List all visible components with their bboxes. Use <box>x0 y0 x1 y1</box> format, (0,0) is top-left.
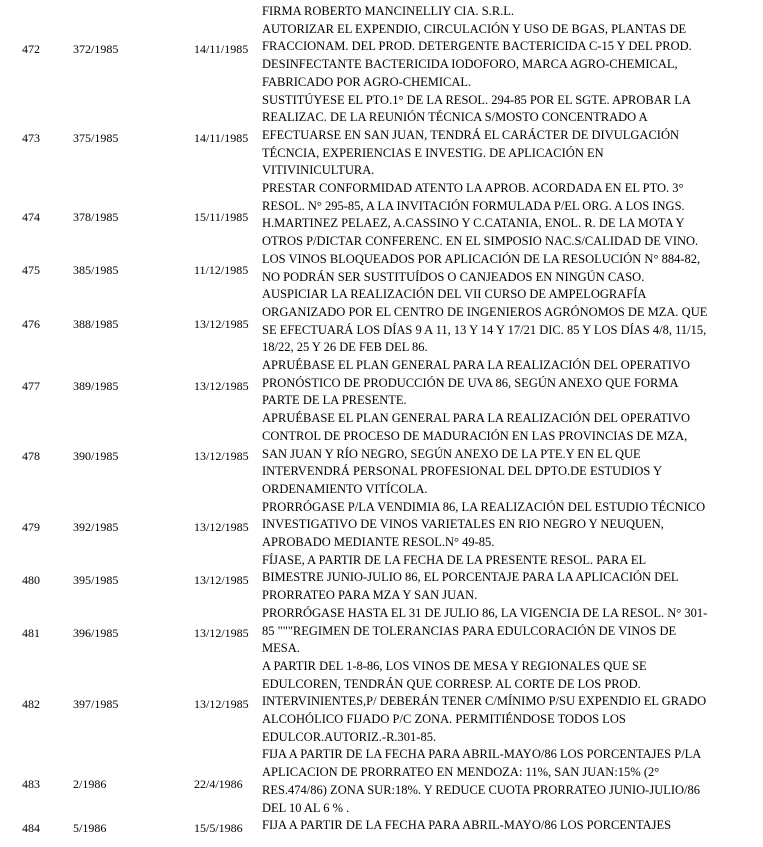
description-line: FIJA A PARTIR DE LA FECHA PARA ABRIL-MAYO/86 LOS PORCENTAJES P/LA <box>262 747 702 762</box>
description-line: PRORRATEO PARA MZA Y SAN JUAN. <box>262 588 478 603</box>
resolution-number: 390/1985 <box>73 449 119 464</box>
description-line: PRORRÓGASE P/LA VENDIMIA 86, LA REALIZACIÓN DEL ESTUDIO TÉCNICO <box>262 499 706 514</box>
description-line: SUSTITÚYESE EL PTO.1° DE LA RESOL. 294-85 POR EL SGTE. APROBAR LA <box>262 92 691 107</box>
resolution-number: 396/1985 <box>73 626 119 641</box>
resolution-date: 14/11/1985 <box>194 130 249 145</box>
table-row <box>0 286 763 357</box>
row-number: 484 <box>22 821 40 836</box>
resolution-description <box>262 286 762 357</box>
table-row <box>0 251 763 286</box>
row-number: 476 <box>22 316 40 331</box>
resolution-date: 13/12/1985 <box>194 378 249 393</box>
row-number: 477 <box>22 378 40 393</box>
description-line: DESINFECTANTE BACTERICIDA IODOFORO, MARCA AGRO-CHEMICAL, <box>262 57 678 72</box>
description-line: SAN JUAN Y RÍO NEGRO, SEGÚN ANEXO DE LA PTE.Y EN EL QUE <box>262 446 641 461</box>
description-line: EDULCOR.AUTORIZ.-R.301-85. <box>262 729 437 744</box>
resolution-date: 13/12/1985 <box>194 697 249 712</box>
table-row <box>0 499 763 552</box>
resolution-description <box>262 3 762 92</box>
description-line: SE EFECTUARÁ LOS DÍAS 9 A 11, 13 Y 14 Y 17/21 DIC. 85 Y LOS DÍAS 4/8, 11/15, <box>262 322 707 337</box>
resolution-description <box>262 817 762 835</box>
table-row <box>0 357 763 410</box>
row-number: 482 <box>22 697 40 712</box>
table-row <box>0 658 763 747</box>
resolution-number: 385/1985 <box>73 263 119 278</box>
table-row <box>0 3 763 92</box>
description-line: RESOL. N° 295-85, A LA INVITACIÓN FORMULADA P/EL ORG. A LOS INGS. <box>262 198 685 213</box>
description-line: PARTE DE LA PRESENTE. <box>262 393 407 408</box>
resolution-date: 15/5/1986 <box>194 821 243 836</box>
description-line: ALCOHÓLICO FIJADO P/C ZONA. PERMITIÉNDOSE TODOS LOS <box>262 712 626 726</box>
description-line: APRUÉBASE EL PLAN GENERAL PARA LA REALIZACIÓN DEL OPERATIVO <box>262 411 691 426</box>
resolution-number: 389/1985 <box>73 378 119 393</box>
description-line: 85 """REGIMEN DE TOLERANCIAS PARA EDULCORACIÓN DE VINOS DE <box>262 623 677 638</box>
resolution-date: 13/12/1985 <box>194 316 249 331</box>
description-line: MESA. <box>262 641 300 656</box>
table-row <box>0 92 763 181</box>
description-line: PRONÓSTICO DE PRODUCCIÓN DE UVA 86, SEGÚN ANEXO QUE FORMA <box>262 375 679 390</box>
resolution-date: 13/12/1985 <box>194 573 249 588</box>
description-line: FIRMA ROBERTO MANCINELLIY CIA. S.R.L. <box>262 4 515 18</box>
row-number: 483 <box>22 776 40 791</box>
resolution-description <box>262 552 762 605</box>
description-line: INTERVENDRÁ PERSONAL PROFESIONAL DEL DPTO.DE ESTUDIOS Y <box>262 464 663 479</box>
resolution-description <box>262 357 762 410</box>
resolution-description <box>262 251 762 286</box>
description-line: DEL 10 AL 6 % . <box>262 800 350 815</box>
row-number: 472 <box>22 42 40 57</box>
description-line: INVESTIGATIVO DE VINOS VARIETALES EN RIO NEGRO Y NEUQUEN, <box>262 517 664 532</box>
description-line: NO PODRÁN SER SUSTITUÍDOS O CANJEADOS EN NINGÚN CASO. <box>262 269 645 284</box>
table-row <box>0 410 763 499</box>
description-line: CONTROL DE PROCESO DE MADURACIÓN EN LAS PROVINCIAS DE MZA, <box>262 428 688 443</box>
description-line: FRACCIONAM. DEL PROD. DETERGENTE BACTERICIDA C-15 Y DEL PROD. <box>262 39 692 54</box>
description-line: EDULCOREN, TENDRÁN QUE CORRESP. AL CORTE DE LOS PROD. <box>262 676 641 691</box>
resolution-description <box>262 410 762 499</box>
resolution-number: 397/1985 <box>73 697 119 712</box>
resolution-date: 13/12/1985 <box>194 520 249 535</box>
resolution-number: 372/1985 <box>73 42 119 57</box>
description-line: PRORRÓGASE HASTA EL 31 DE JULIO 86, LA VIGENCIA DE LA RESOL. N° 301- <box>262 605 708 620</box>
row-number: 475 <box>22 263 40 278</box>
description-line: ORGANIZADO POR EL CENTRO DE INGENIEROS AGRÓNOMOS DE MZA. QUE <box>262 304 708 319</box>
description-line: AUTORIZAR EL EXPENDIO, CIRCULACIÓN Y USO DE BGAS, PLANTAS DE <box>262 21 687 36</box>
table-row <box>0 817 763 835</box>
row-number: 479 <box>22 520 40 535</box>
description-line: REALIZAC. DE LA REUNIÓN TÉCNICA S/MOSTO CONCENTRADO A <box>262 110 648 125</box>
description-line: FIJA A PARTIR DE LA FECHA PARA ABRIL-MAYO/86 LOS PORCENTAJES <box>262 818 672 833</box>
resolution-date: 22/4/1986 <box>194 776 243 791</box>
resolution-number: 395/1985 <box>73 573 119 588</box>
description-line: OTROS P/DICTAR CONFERENC. EN EL SIMPOSIO NAC.S/CALIDAD DE VINO. <box>262 234 699 249</box>
resolution-date: 14/11/1985 <box>194 42 249 57</box>
description-line: APROBADO MEDIANTE RESOL.N° 49-85. <box>262 535 495 549</box>
description-line: EFECTUARSE EN SAN JUAN, TENDRÁ EL CARÁCTER DE DIVULGACIÓN <box>262 127 680 142</box>
table-row <box>0 180 763 251</box>
resolution-number: 375/1985 <box>73 130 119 145</box>
resolution-description <box>262 746 762 817</box>
description-line: RES.474/86) ZONA SUR:18%. Y REDUCE CUOTA PRORRATEO JUNIO-JULIO/86 <box>262 782 701 797</box>
description-line: TÉCNCIA, EXPERIENCIAS E INVESTIG. DE APLICACIÓN EN <box>262 145 604 160</box>
resolution-date: 15/11/1985 <box>194 210 249 225</box>
row-number: 474 <box>22 210 40 225</box>
description-line: 18/22, 25 Y 26 DE FEB DEL 86. <box>262 340 428 355</box>
resolution-number: 5/1986 <box>73 821 107 836</box>
row-number: 473 <box>22 130 40 145</box>
resolution-description <box>262 658 762 747</box>
description-line: ORDENAMIENTO VITÍCOLA. <box>262 481 428 496</box>
description-line: BIMESTRE JUNIO-JULIO 86, EL PORCENTAJE PARA LA APLICACIÓN DEL <box>262 570 679 585</box>
resolution-description <box>262 180 762 251</box>
table-row <box>0 605 763 658</box>
description-line: INTERVINIENTES,P/ DEBERÁN TENER C/MÍNIMO P/SU EXPENDIO EL GRADO <box>262 694 707 709</box>
description-line: PRESTAR CONFORMIDAD ATENTO LA APROB. ACORDADA EN EL PTO. 3° <box>262 181 684 195</box>
table-row <box>0 552 763 605</box>
description-line: AUSPICIAR LA REALIZACIÓN DEL VII CURSO DE AMPELOGRAFÍA <box>262 287 647 302</box>
resolution-number: 2/1986 <box>73 776 107 791</box>
resolution-description <box>262 92 762 181</box>
resolution-date: 13/12/1985 <box>194 626 249 641</box>
row-number: 480 <box>22 573 40 588</box>
row-number: 478 <box>22 449 40 464</box>
resolution-description <box>262 499 762 552</box>
description-line: LOS VINOS BLOQUEADOS POR APLICACIÓN DE LA RESOLUCIÓN N° 884-82, <box>262 251 701 266</box>
resolution-date: 13/12/1985 <box>194 449 249 464</box>
resolution-number: 378/1985 <box>73 210 119 225</box>
description-line: FÍJASE, A PARTIR DE LA FECHA DE LA PRESENTE RESOL. PARA EL <box>262 552 647 567</box>
description-line: H.MARTINEZ PELAEZ, A.CASSINO Y C.CATANIA, ENOL. R. DE LA MOTA Y <box>262 216 685 231</box>
description-line: VITIVINICULTURA. <box>262 163 375 178</box>
description-line: APLICACION DE PRORRATEO EN MENDOZA: 11%, SAN JUAN:15% (2° <box>262 765 660 780</box>
table-row <box>0 746 763 817</box>
resolution-description <box>262 605 762 658</box>
description-line: A PARTIR DEL 1-8-86, LOS VINOS DE MESA Y REGIONALES QUE SE <box>262 658 647 673</box>
resolution-number: 392/1985 <box>73 520 119 535</box>
resolution-date: 11/12/1985 <box>194 263 249 278</box>
resolution-number: 388/1985 <box>73 316 119 331</box>
description-line: FABRICADO POR AGRO-CHEMICAL. <box>262 74 472 89</box>
description-line: APRUÉBASE EL PLAN GENERAL PARA LA REALIZACIÓN DEL OPERATIVO <box>262 358 691 372</box>
row-number: 481 <box>22 626 40 641</box>
